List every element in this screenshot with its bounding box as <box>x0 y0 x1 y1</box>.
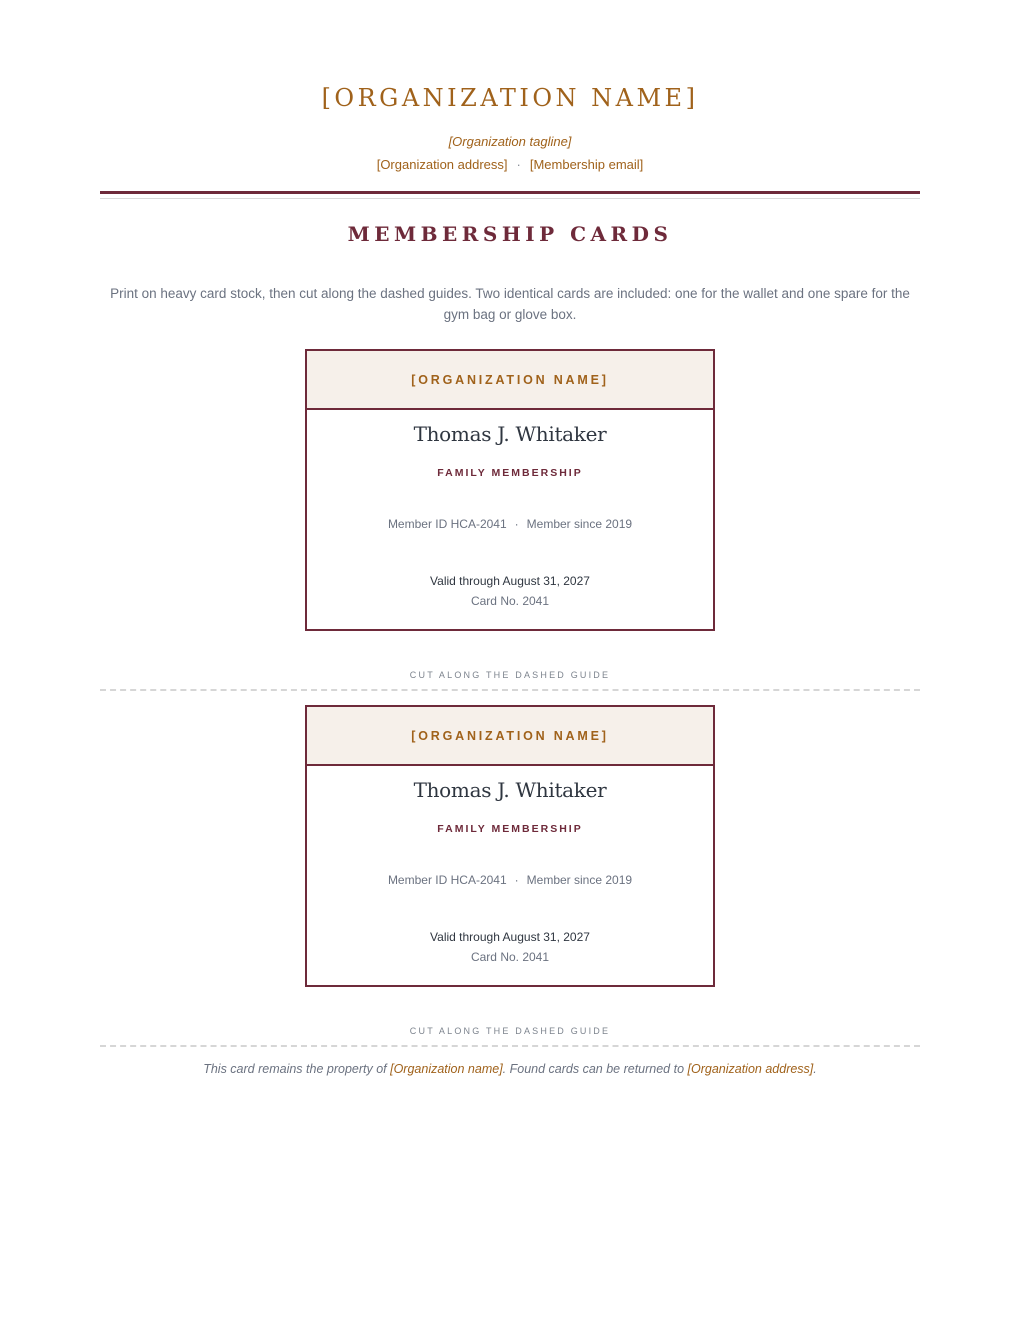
member-since: Member since 2019 <box>526 517 633 531</box>
organization-tagline: [Organization tagline] <box>448 134 572 149</box>
instructions-paragraph: Print on heavy card stock, then cut along the dashed guides. Two identical cards are included: one for the wallet and one spare for the gym bag or glove box. <box>110 286 910 322</box>
member-id: Member ID HCA-2041 <box>387 517 507 531</box>
cut-guide-label: CUT ALONG THE DASHED GUIDE <box>409 670 611 680</box>
header-divider-thick <box>100 191 920 194</box>
member-since: Member since 2019 <box>526 873 633 887</box>
cut-guide-label: CUT ALONG THE DASHED GUIDE <box>409 1026 611 1036</box>
organization-address: [Organization address] <box>376 157 508 172</box>
member-meta <box>307 516 713 532</box>
membership-card <box>305 705 715 987</box>
member-id: Member ID HCA-2041 <box>387 873 507 887</box>
footer-organization-name: [Organization name] <box>390 1062 503 1076</box>
card-number: Card No. 2041 <box>470 950 550 964</box>
membership-tier: FAMILY MEMBERSHIP <box>437 467 583 479</box>
footer-organization-address: [Organization address] <box>687 1062 814 1076</box>
footer-text-after: . <box>813 1062 817 1076</box>
footer-text-middle: . Found cards can be returned to <box>502 1062 688 1076</box>
membership-card <box>305 349 715 631</box>
membership-tier: FAMILY MEMBERSHIP <box>437 823 583 835</box>
card-number: Card No. 2041 <box>470 594 550 608</box>
meta-separator: · <box>514 873 519 887</box>
member-meta <box>307 872 713 888</box>
header-divider-thin <box>100 198 920 199</box>
membership-email: [Membership email] <box>529 157 644 172</box>
contact-line <box>100 157 920 173</box>
organization-name-heading: [ORGANIZATION NAME] <box>321 84 699 112</box>
cut-guide-line <box>100 689 920 691</box>
card-header: [ORGANIZATION NAME] <box>307 351 713 410</box>
member-name: Thomas J. Whitaker <box>413 778 607 802</box>
cut-guide-line <box>100 1045 920 1047</box>
member-name: Thomas J. Whitaker <box>413 422 607 446</box>
valid-through: Valid through August 31, 2027 <box>430 574 590 588</box>
footer-text-before: This card remains the property of <box>203 1062 391 1076</box>
valid-through: Valid through August 31, 2027 <box>430 930 590 944</box>
footer-note <box>100 1061 920 1077</box>
section-title: MEMBERSHIP CARDS <box>347 222 673 246</box>
card-header: [ORGANIZATION NAME] <box>307 707 713 766</box>
contact-separator: · <box>516 157 521 172</box>
meta-separator: · <box>514 517 519 531</box>
